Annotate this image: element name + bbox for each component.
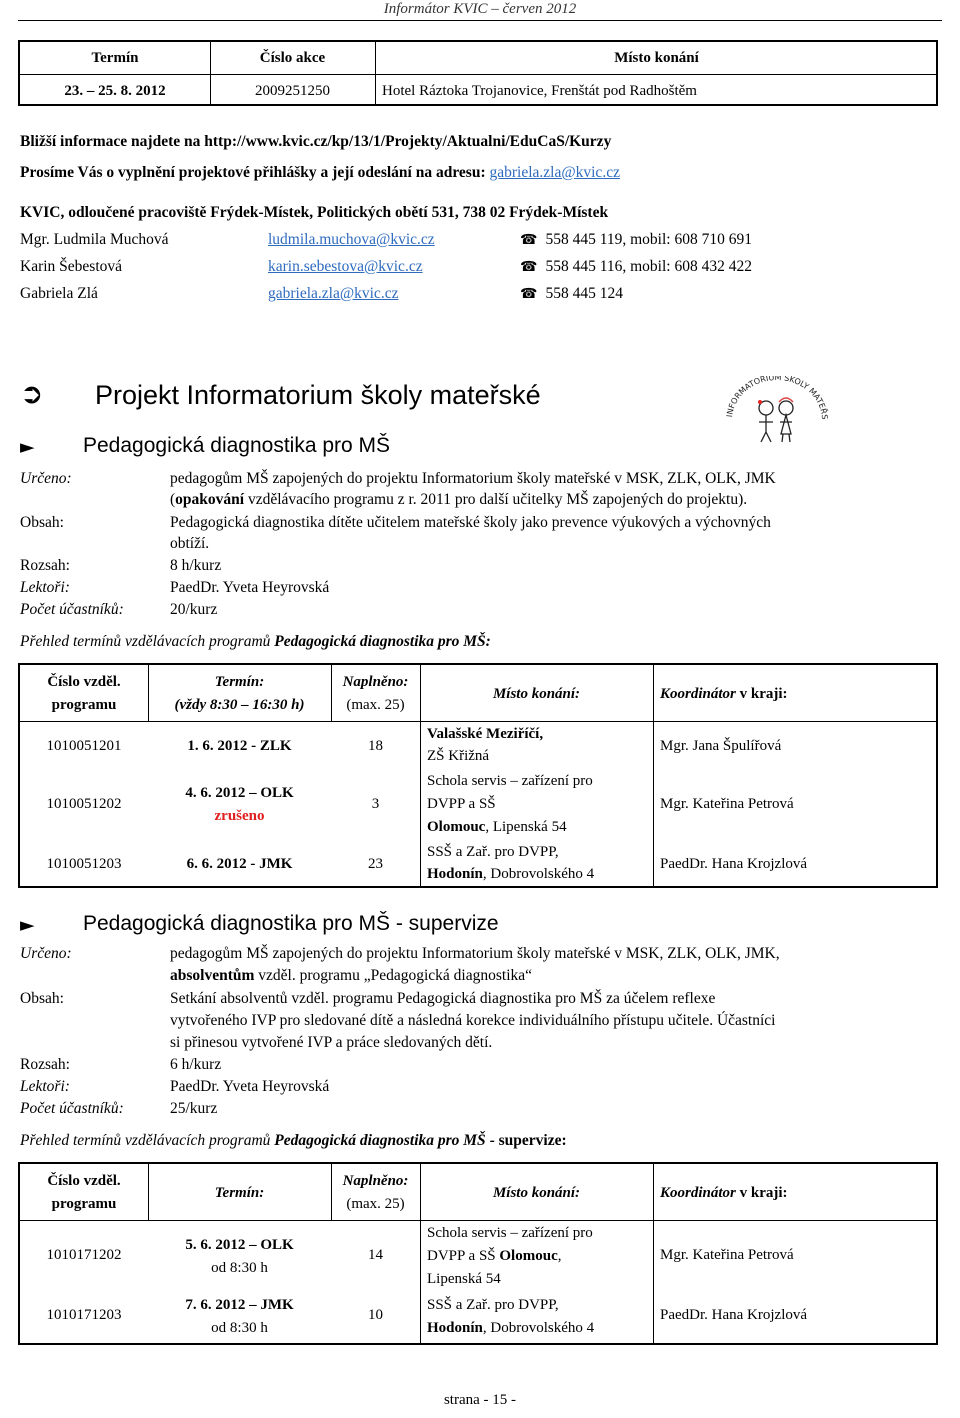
street: , Dobrovolského 4: [482, 1320, 595, 1336]
request-line: [20, 162, 620, 184]
project-logo: [724, 376, 830, 452]
course2-title: Pedagogická diagnostika pro MŠ - supervize: [83, 912, 499, 935]
contact-email-link[interactable]: gabriela.zla@kvic.cz: [268, 285, 399, 302]
th-napl-1: Naplněno:: [342, 674, 409, 690]
row2-termin: 4. 6. 2012 – OLK: [185, 785, 294, 801]
contact-phone: [520, 256, 752, 278]
koord-rest: v kraji:: [735, 1185, 788, 1201]
svg-text:INFORMATORIUM ŠKOLY MATEŘSKÉ: INFORMATORIUM ŠKOLY MATEŘS: [725, 376, 830, 420]
course2-urceno-1: pedagogům MŠ zapojených do projektu Informatorium školy mateřské v MSK, ZLK, OLK, JMK,: [170, 945, 780, 962]
label-rozsah: Rozsah:: [20, 557, 70, 574]
th-napl-2: (max. 25): [346, 1196, 405, 1212]
label-obsah: Obsah:: [20, 990, 64, 1007]
row2-misto-1: Schola servis – zařízení pro: [427, 773, 593, 789]
phone-icon: ☎: [520, 259, 538, 275]
row2-cancelled: zrušeno: [214, 808, 265, 824]
event-place: Hotel Ráztoka Trojanovice, Frenštát pod Radhoštěm: [382, 83, 697, 99]
label-lektori: Lektoři:: [20, 1078, 70, 1095]
overview-suffix: - supervize:: [485, 1132, 567, 1149]
col-divider: [653, 665, 654, 886]
row1-misto-2: ZŠ Křižná: [427, 748, 490, 764]
bullet-icon: ►: [20, 436, 35, 458]
course1-title: Pedagogická diagnostika pro MŠ: [83, 434, 391, 457]
row3-misto-1: SSŠ a Zař. pro DVPP,: [427, 844, 559, 860]
contact-phone: [520, 229, 752, 251]
graduates-word: absolventům: [170, 967, 255, 984]
project-title: Projekt Informatorium školy mateřské: [95, 380, 541, 410]
row2-misto-2: [427, 1317, 594, 1339]
urceno-rest: vzděl. programu „Pedagogická diagnostika“: [254, 967, 533, 984]
course2-urceno-2: [170, 965, 532, 987]
row2-termin-1: 7. 6. 2012 – JMK: [185, 1297, 294, 1313]
overview-text: Přehled termínů vzdělávacích programů: [20, 1132, 275, 1149]
label-urceno: Určeno:: [20, 470, 72, 487]
row2-misto-1: SSŠ a Zař. pro DVPP,: [427, 1297, 559, 1313]
col-divider: [653, 1164, 654, 1343]
course1-obsah-2: obtíží.: [170, 535, 210, 552]
overview-course: Pedagogická diagnostika pro MŠ: [274, 1132, 486, 1149]
th-misto: Místo konání:: [492, 686, 581, 702]
overview-text: Přehled termínů vzdělávacích programů: [20, 633, 275, 650]
course1-overview: [20, 631, 491, 653]
th-koord: [660, 683, 788, 705]
course2-pocet: 25/kurz: [170, 1100, 218, 1117]
event-number: 2009251250: [255, 83, 330, 99]
label-rozsah: Rozsah:: [20, 1056, 70, 1073]
th-termin-2: (vždy 8:30 – 16:30 h): [174, 697, 305, 713]
row2-cislo: 1010051202: [46, 796, 122, 812]
th-cislo-2: programu: [51, 1196, 117, 1212]
course2-lektori: PaedDr. Yveta Heyrovská: [170, 1078, 330, 1095]
row2-misto-3: [427, 816, 567, 838]
header-rule: [18, 20, 942, 21]
contact-phone-number: 558 445 119, mobil: 608 710 691: [545, 231, 752, 248]
logo-drawing: [724, 376, 830, 452]
label-pocet: Počet účastníků:: [20, 601, 124, 618]
row3-misto-2: [427, 863, 594, 885]
row1-napl: 18: [368, 738, 383, 754]
row2-termin-2: od 8:30 h: [211, 1320, 268, 1336]
row1-termin-1: 5. 6. 2012 – OLK: [185, 1237, 294, 1253]
label-pocet: Počet účastníků:: [20, 1100, 124, 1117]
bullet-icon: ►: [20, 914, 35, 936]
th-misto: Místo konání:: [492, 1185, 581, 1201]
city: Olomouc: [427, 819, 486, 835]
event-table-header-number: Číslo akce: [259, 50, 326, 66]
label-urceno: Určeno:: [20, 945, 72, 962]
row1-koord: Mgr. Kateřina Petrová: [660, 1247, 794, 1263]
course2-obsah-3: si přinesou vytvořené IVP a práce sledovaných dětí.: [170, 1034, 493, 1051]
row-divider: [20, 721, 936, 722]
course1-urceno-2: [170, 489, 747, 511]
label-lektori: Lektoři:: [20, 579, 70, 596]
course2-rozsah: 6 h/kurz: [170, 1056, 222, 1073]
row1-cislo: 1010171202: [46, 1247, 122, 1263]
page-number: strana - 15 -: [443, 1392, 517, 1408]
street: , Lipenská 54: [485, 819, 567, 835]
row1-cislo: 1010051201: [46, 738, 122, 754]
overview-course: Pedagogická diagnostika pro MŠ:: [274, 633, 491, 650]
row2-napl: 3: [371, 796, 380, 812]
th-cislo-2: programu: [51, 697, 117, 713]
th-koord: [660, 1182, 788, 1204]
contact-email-link[interactable]: karin.sebestova@kvic.cz: [268, 258, 423, 275]
phone-icon: ☎: [520, 286, 538, 302]
row1-napl: 14: [368, 1247, 383, 1263]
row-divider: [20, 1220, 936, 1221]
row1-misto-1: Valašské Meziříčí,: [427, 726, 544, 742]
course1-rozsah: 8 h/kurz: [170, 557, 222, 574]
contact-phone-number: 558 445 116, mobil: 608 432 422: [545, 258, 752, 275]
urceno-rest: vzdělávacího programu z r. 2011 pro další učitelky MŠ zapojených do projektu).: [244, 491, 748, 508]
course2-obsah-1: Setkání absolventů vzděl. programu Pedagogická diagnostika pro MŠ za účelem reflexe: [170, 990, 716, 1007]
koord-rest: v kraji:: [735, 686, 788, 702]
repeat-word: opakování: [175, 491, 245, 508]
contact-name: Karin Šebestová: [20, 258, 123, 275]
th-cislo-1: Číslo vzděl.: [47, 674, 121, 690]
phone-icon: ☎: [520, 232, 538, 248]
row1-termin-2: od 8:30 h: [211, 1260, 268, 1276]
course1-urceno-1: pedagogům MŠ zapojených do projektu Informatorium školy mateřské v MSK, ZLK, OLK, JMK: [170, 470, 776, 487]
city: Hodonín: [427, 1320, 483, 1336]
row3-termin: 6. 6. 2012 - JMK: [186, 856, 293, 872]
running-header: Informátor KVIC – červen 2012: [383, 1, 577, 17]
row2-koord: PaedDr. Hana Krojzlová: [660, 1307, 808, 1323]
row1-koord: Mgr. Jana Špulířová: [660, 738, 782, 754]
row2-cislo: 1010171203: [46, 1307, 122, 1323]
th-napl-1: Naplněno:: [342, 1173, 409, 1189]
row3-napl: 23: [368, 856, 383, 872]
th-cislo-1: Číslo vzděl.: [47, 1173, 121, 1189]
row1-misto-3: Lipenská 54: [427, 1271, 501, 1287]
more-info-text: Bližší informace najdete na http://www.kvic.cz/kp/13/1/Projekty/Aktualni/EduCaS/Kurzy: [20, 133, 612, 150]
row3-koord: PaedDr. Hana Krojzlová: [660, 856, 808, 872]
row2-koord: Mgr. Kateřina Petrová: [660, 796, 794, 812]
koord-word: Koordinátor: [660, 686, 736, 702]
contact-email-link[interactable]: ludmila.muchova@kvic.cz: [268, 231, 435, 248]
th-napl-2: (max. 25): [346, 697, 405, 713]
street: , Dobrovolského 4: [482, 866, 595, 882]
city: Olomouc: [499, 1248, 558, 1264]
paren: (: [170, 491, 176, 508]
address-text: KVIC, odloučené pracoviště Frýdek-Místek, Politických obětí 531, 738 02 Frýdek-Místek: [20, 204, 609, 221]
course1-table: [18, 663, 938, 888]
label-obsah: Obsah:: [20, 514, 64, 531]
contact-name: Gabriela Zlá: [20, 285, 98, 302]
row1-misto-1: Schola servis – zařízení pro: [427, 1225, 593, 1241]
row2-napl: 10: [368, 1307, 383, 1323]
event-table-header-place: Místo konání: [614, 50, 699, 66]
city: Hodonín: [427, 866, 483, 882]
course1-lektori: PaedDr. Yveta Heyrovská: [170, 579, 330, 596]
row1-termin: 1. 6. 2012 - ZLK: [187, 738, 292, 754]
event-table-header-term: Termín: [91, 50, 139, 66]
course1-obsah-1: Pedagogická diagnostika dítěte učitelem mateřské školy jako prevence výukových a výchovných: [170, 514, 771, 531]
th-termin: Termín:: [214, 1185, 265, 1201]
misto-prefix: DVPP a SŠ: [427, 1248, 500, 1264]
arrow-icon: ➲: [20, 377, 44, 410]
th-termin-1: Termín:: [214, 674, 265, 690]
event-term: 23. – 25. 8. 2012: [64, 83, 166, 99]
row3-cislo: 1010051203: [46, 856, 122, 872]
contact-phone: [520, 283, 623, 305]
course1-pocet: 20/kurz: [170, 601, 218, 618]
contact-phone-number: 558 445 124: [545, 285, 623, 302]
course2-table: [18, 1162, 938, 1345]
koord-word: Koordinátor: [660, 1185, 736, 1201]
course2-overview: [20, 1130, 567, 1152]
course2-obsah-2: vytvořeného IVP pro sledované dítě a následná korekce individuálního přístupu učitele. Účastníci: [170, 1012, 776, 1029]
contact-name: Mgr. Ludmila Muchová: [20, 231, 169, 248]
comma: ,: [557, 1248, 562, 1264]
request-email-link[interactable]: gabriela.zla@kvic.cz: [489, 164, 620, 181]
event-table: [18, 40, 938, 106]
request-text: Prosíme Vás o vyplnění projektové přihlášky a její odeslání na adresu:: [20, 164, 486, 181]
row1-misto-2: [427, 1245, 561, 1267]
row2-misto-2: DVPP a SŠ: [427, 796, 496, 812]
